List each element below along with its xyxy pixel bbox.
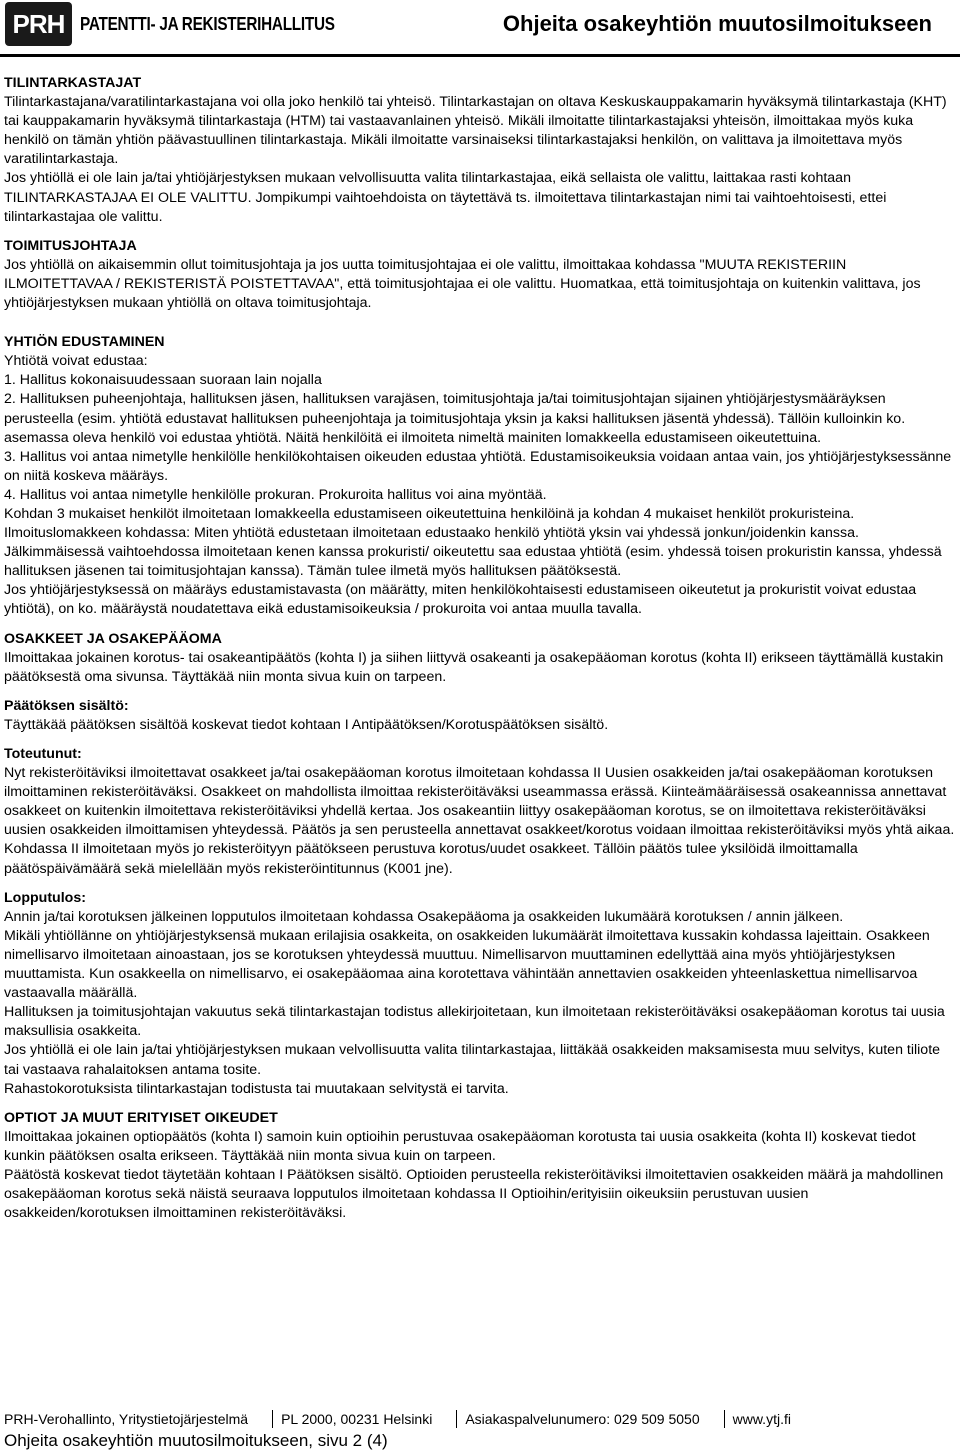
paragraph: Hallituksen ja toimitusjohtajan vakuutus sekä tilintarkastajan todistus allekirjoitetaan, kun ilmoitetaan rekisteröitäväksi osakepääoman korotus tai uusia maksullisia osakkeita. <box>4 1004 945 1040</box>
paragraph: Ilmoittakaa jokainen optiopäätös (kohta I) samoin kuin optioihin perustuvaa osakepääoman korotusta tai uusia osakkeita (kohta II) koskevat tiedot kunkin päätöksen osalta erikseen. Täyttäkää niin monta sivua kuin on tarpeen. <box>4 1128 916 1164</box>
document-title: Ohjeita osakeyhtiön muutosilmoitukseen <box>502 11 932 36</box>
section-osakkeet <box>4 630 956 687</box>
footer-address: PL 2000, 00231 Helsinki <box>272 1410 456 1428</box>
paragraph: Täyttäkää päätöksen sisältöä koskevat tiedot kohtaan I Antipäätöksen/Korotuspäätöksen sisältö. <box>4 716 609 733</box>
header-divider <box>0 54 960 57</box>
section-edustaminen <box>4 333 956 619</box>
footer-web-link[interactable]: www.ytj.fi <box>724 1410 815 1428</box>
paragraph: Kohdan 3 mukaiset henkilöt ilmoitetaan lomakkeella edustamiseen oikeutettuina henkilöinä ja kohdan 4 mukaiset henkilöt prokuristeina. <box>4 505 855 522</box>
paragraph: Ilmoittakaa jokainen korotus- tai osakeantipäätös (kohta I) ja siihen liittyvä osakeanti ja osakepääoman korotus (kohta II) erikseen täyttämällä kustakin päätöksestä oma sivunsa. Täyttäkää niin monta sivua kuin on tarpeen. <box>4 649 944 685</box>
prh-logo: PRH <box>5 2 72 46</box>
section-heading: YHTIÖN EDUSTAMINEN <box>4 334 165 351</box>
organization-name: PATENTTI- JA REKISTERIHALLITUS <box>80 14 335 34</box>
paragraph: Jos yhtiöllä ei ole lain ja/tai yhtiöjärjestyksen mukaan velvollisuutta valita tilintarkastajaa, eikä sellaista ole valittu, laittakaa rasti kohtaan TILINTARKASTAJAA EI OLE VALITTU. Jompikumpi vaihtoehdoista on täytettävä ts. ilmoitettava tilintarkastajan nimi tai vaihtoehtoisesti, ettei tilintarkastajaa ole valittu. <box>4 170 887 225</box>
paragraph: Rahastokorotuksista tilintarkastajan todistusta tai muutakaan selvitystä ei tarvita. <box>4 1080 509 1097</box>
paragraph: Nyt rekisteröitäviksi ilmoitettavat osakkeet ja/tai osakepääoman korotus ilmoitetaan kohdassa II Uusien osakkeiden ja/tai osakepääoman korotuksen ilmoittaminen rekisteröitäväksi. Osakkeet on mahdollista ilmoittaa rekisteröitäväksi useammassa erässä. Kiinteämääräisessä osakeannissa annettavat osakkeet on kuitenkin ilmoitettava rekisteröitäviksi yhdellä kertaa. Jos osakeantiin liittyy osakepääoman korotus, se on ilmoitettava rekisteröitäväksi uusien osakkeiden ilmoittamisen yhteydessä. Päätös ja sen perusteella annettavat osakkeet/korotus voidaan ilmoittaa rekisteröitäviksi myös yhtä aikaa. Kohdassa II ilmoitetaan myös jo rekisteröityyn päätökseen perustuva korotus/uudet osakkeet. Tällöin päätös tulee yksilöidä ilmoittamalla päätöspäivämäärä sekä mielellään myös rekisteröintitunnus (K001 jne). <box>4 765 955 877</box>
footer-contact-row <box>4 1410 956 1428</box>
paragraph: Tilintarkastajana/varatilintarkastajana voi olla joko henkilö tai yhteisö. Tilintarkastajan on oltava Keskuskauppakamarin hyväksymä tilintarkastaja (KHT) tai kauppakamarin hyväksymä tilintarkastaja (HTM) tai vastaavanlainen yhteisö. Mikäli ilmoitatte tilintarkastajaksi yhteisön, ilmoittakaa myös kuka henkilö on tämän yhtiön päävastuullinen tilintarkastaja. Mikäli ilmoitatte varsinaiseksi tilintarkastajaksi henkilön, on valittava ja ilmoitettava myös varatilintarkastaja. <box>4 94 947 168</box>
subsection-heading: Lopputulos: <box>4 889 86 906</box>
section-lopputulos <box>4 889 956 1099</box>
section-toimitusjohtaja <box>4 237 956 313</box>
footer-phone: Asiakaspalvelunumero: 029 509 5050 <box>456 1410 723 1428</box>
section-heading: OSAKKEET JA OSAKEPÄÄOMA <box>4 630 222 647</box>
section-tilintarkastajat <box>4 74 956 227</box>
page-number-label: Ohjeita osakeyhtiön muutosilmoitukseen, sivu 2 (4) <box>4 1431 388 1450</box>
section-optiot <box>4 1109 956 1224</box>
document-body <box>4 74 956 1223</box>
subsection-heading: Toteutunut: <box>4 746 82 762</box>
list-item: 4. Hallitus voi antaa nimetylle henkilölle prokuran. Prokuroita hallitus voi aina myöntää. <box>4 486 547 503</box>
paragraph: Yhtiötä voivat edustaa: <box>4 353 148 370</box>
page-footer <box>4 1410 956 1451</box>
paragraph: Ilmoituslomakkeen kohdassa: Miten yhtiötä edustetaan ilmoitetaan edustaako henkilö yhtiötä yksin vai yhdessä jonkun/joidenkin kanssa. Jälkimmäisessä vaihtoehdossa ilmoitetaan kenen kanssa prokuristi/ oikeutettu saa edustaa yhtiötä (esim. yhdessä toisen prokuristin kanssa, yhdessä hallituksen jäsenen tai toimitusjohtajan kanssa). Tämän tulee ilmetä myös hallituksen päätöksestä. <box>4 525 942 580</box>
section-heading: OPTIOT JA MUUT ERITYISET OIKEUDET <box>4 1109 278 1126</box>
section-paatoksen-sisalto <box>4 697 956 735</box>
paragraph: Mikäli yhtiöllänne on yhtiöjärjestyksensä mukaan erilajisia osakkeita, on osakkeiden lukumäärät ilmoitettava kussakin kohdassa lajeittain. Osakkeen nimellisarvo ilmoitetaan ainoastaan, jos se korotuksen yhteydessä muuttuu. Nimellisarvon muuttaminen edellyttää aina myös yhtiöjärjestyksen muuttamista. Kun osakkeella on nimellisarvo, ei osakepääomaa aina korotettava vähintään annettavien osakkeiden yhteenlaskettua nimellisarvoa vastaavalla määrällä. <box>4 927 930 1002</box>
paragraph: Jos yhtiöllä ei ole lain ja/tai yhtiöjärjestyksen mukaan velvollisuutta valita tilintarkastajaa, liittäkää osakkeiden maksamisesta muu selvitys, kuten tiliote tai vastaava rahalaitoksen antama tosite. <box>4 1042 941 1078</box>
subsection-heading: Päätöksen sisältö: <box>4 697 129 714</box>
paragraph: Jos yhtiöllä on aikaisemmin ollut toimitusjohtaja ja jos uutta toimitusjohtajaa ei ole valittu, ilmoittakaa kohdassa "MUUTA REKISTERIIN ILMOITETTAVAA / REKISTERISTÄ POISTETTAVAA", että toimitusjohtajaa ei ole valittu. Huomatkaa, että toimitusjohtaja on kuitenkin valittava, jos yhtiöjärjestyksen mukaan yhtiöllä on oltava toimitusjohtaja. <box>4 256 921 312</box>
section-toteutunut <box>4 745 956 879</box>
list-item: 2. Hallituksen puheenjohtaja, hallituksen jäsen, hallituksen varajäsen, toimitusjohtaja ja/tai toimitusjohtajan sijainen yhtiöjärjestysmääräyksen perusteella (esim. yhtiötä edustavat hallituksen puheenjohtaja ja toimitusjohtaja yksin ja kaksi hallituksen jäsentä yhdessä). Tällöin kulloinkin ko. asemassa oleva henkilö voi edustaa yhtiötä. Näitä henkilöitä ei ilmoiteta nimeltä mainiten lomakkeella edustamiseen oikeutettuina. <box>4 391 906 446</box>
paragraph: Päätöstä koskevat tiedot täytetään kohtaan I Päätöksen sisältö. Optioiden perusteella rekisteröitäviksi ilmoitettavien osakkeiden määrä ja mahdollinen osakepääoman korotus sekä näistä seuraava lopputulos ilmoitetaan kohdassa II Optioihin/erityisiin oikeuksiin perustuvan uusien osakkeiden/korotuksen ilmoittaminen rekisteröitäväksi. <box>4 1166 944 1222</box>
footer-org: PRH-Verohallinto, Yritystietojärjestelmä <box>4 1411 249 1427</box>
paragraph: Jos yhtiöjärjestyksessä on määräys edustamistavasta (on määrätty, miten henkilökohtaisesti edustamiseen oikeutetut ja prokuristit voivat edustaa yhtiötä), on ko. määräystä noudatettava eikä edustamisoikeuksia / prokuroita voi antaa muulla tavalla. <box>4 582 917 618</box>
paragraph: Annin ja/tai korotuksen jälkeinen lopputulos ilmoitetaan kohdassa Osakepääoma ja osakkeiden lukumäärä korotuksen / annin jälkeen. <box>4 908 844 925</box>
section-heading: TOIMITUSJOHTAJA <box>4 237 137 254</box>
list-item: 1. Hallitus kokonaisuudessaan suoraan lain nojalla <box>4 372 322 389</box>
list-item: 3. Hallitus voi antaa nimetylle henkilölle henkilökohtaisen oikeuden edustaa yhtiötä. Edustamisoikeuksia voidaan antaa vain, jos yhtiöjärjestyksessänne on niitä koskeva määräys. <box>4 448 952 484</box>
section-heading: TILINTARKASTAJAT <box>4 75 142 91</box>
page-header <box>0 0 960 60</box>
